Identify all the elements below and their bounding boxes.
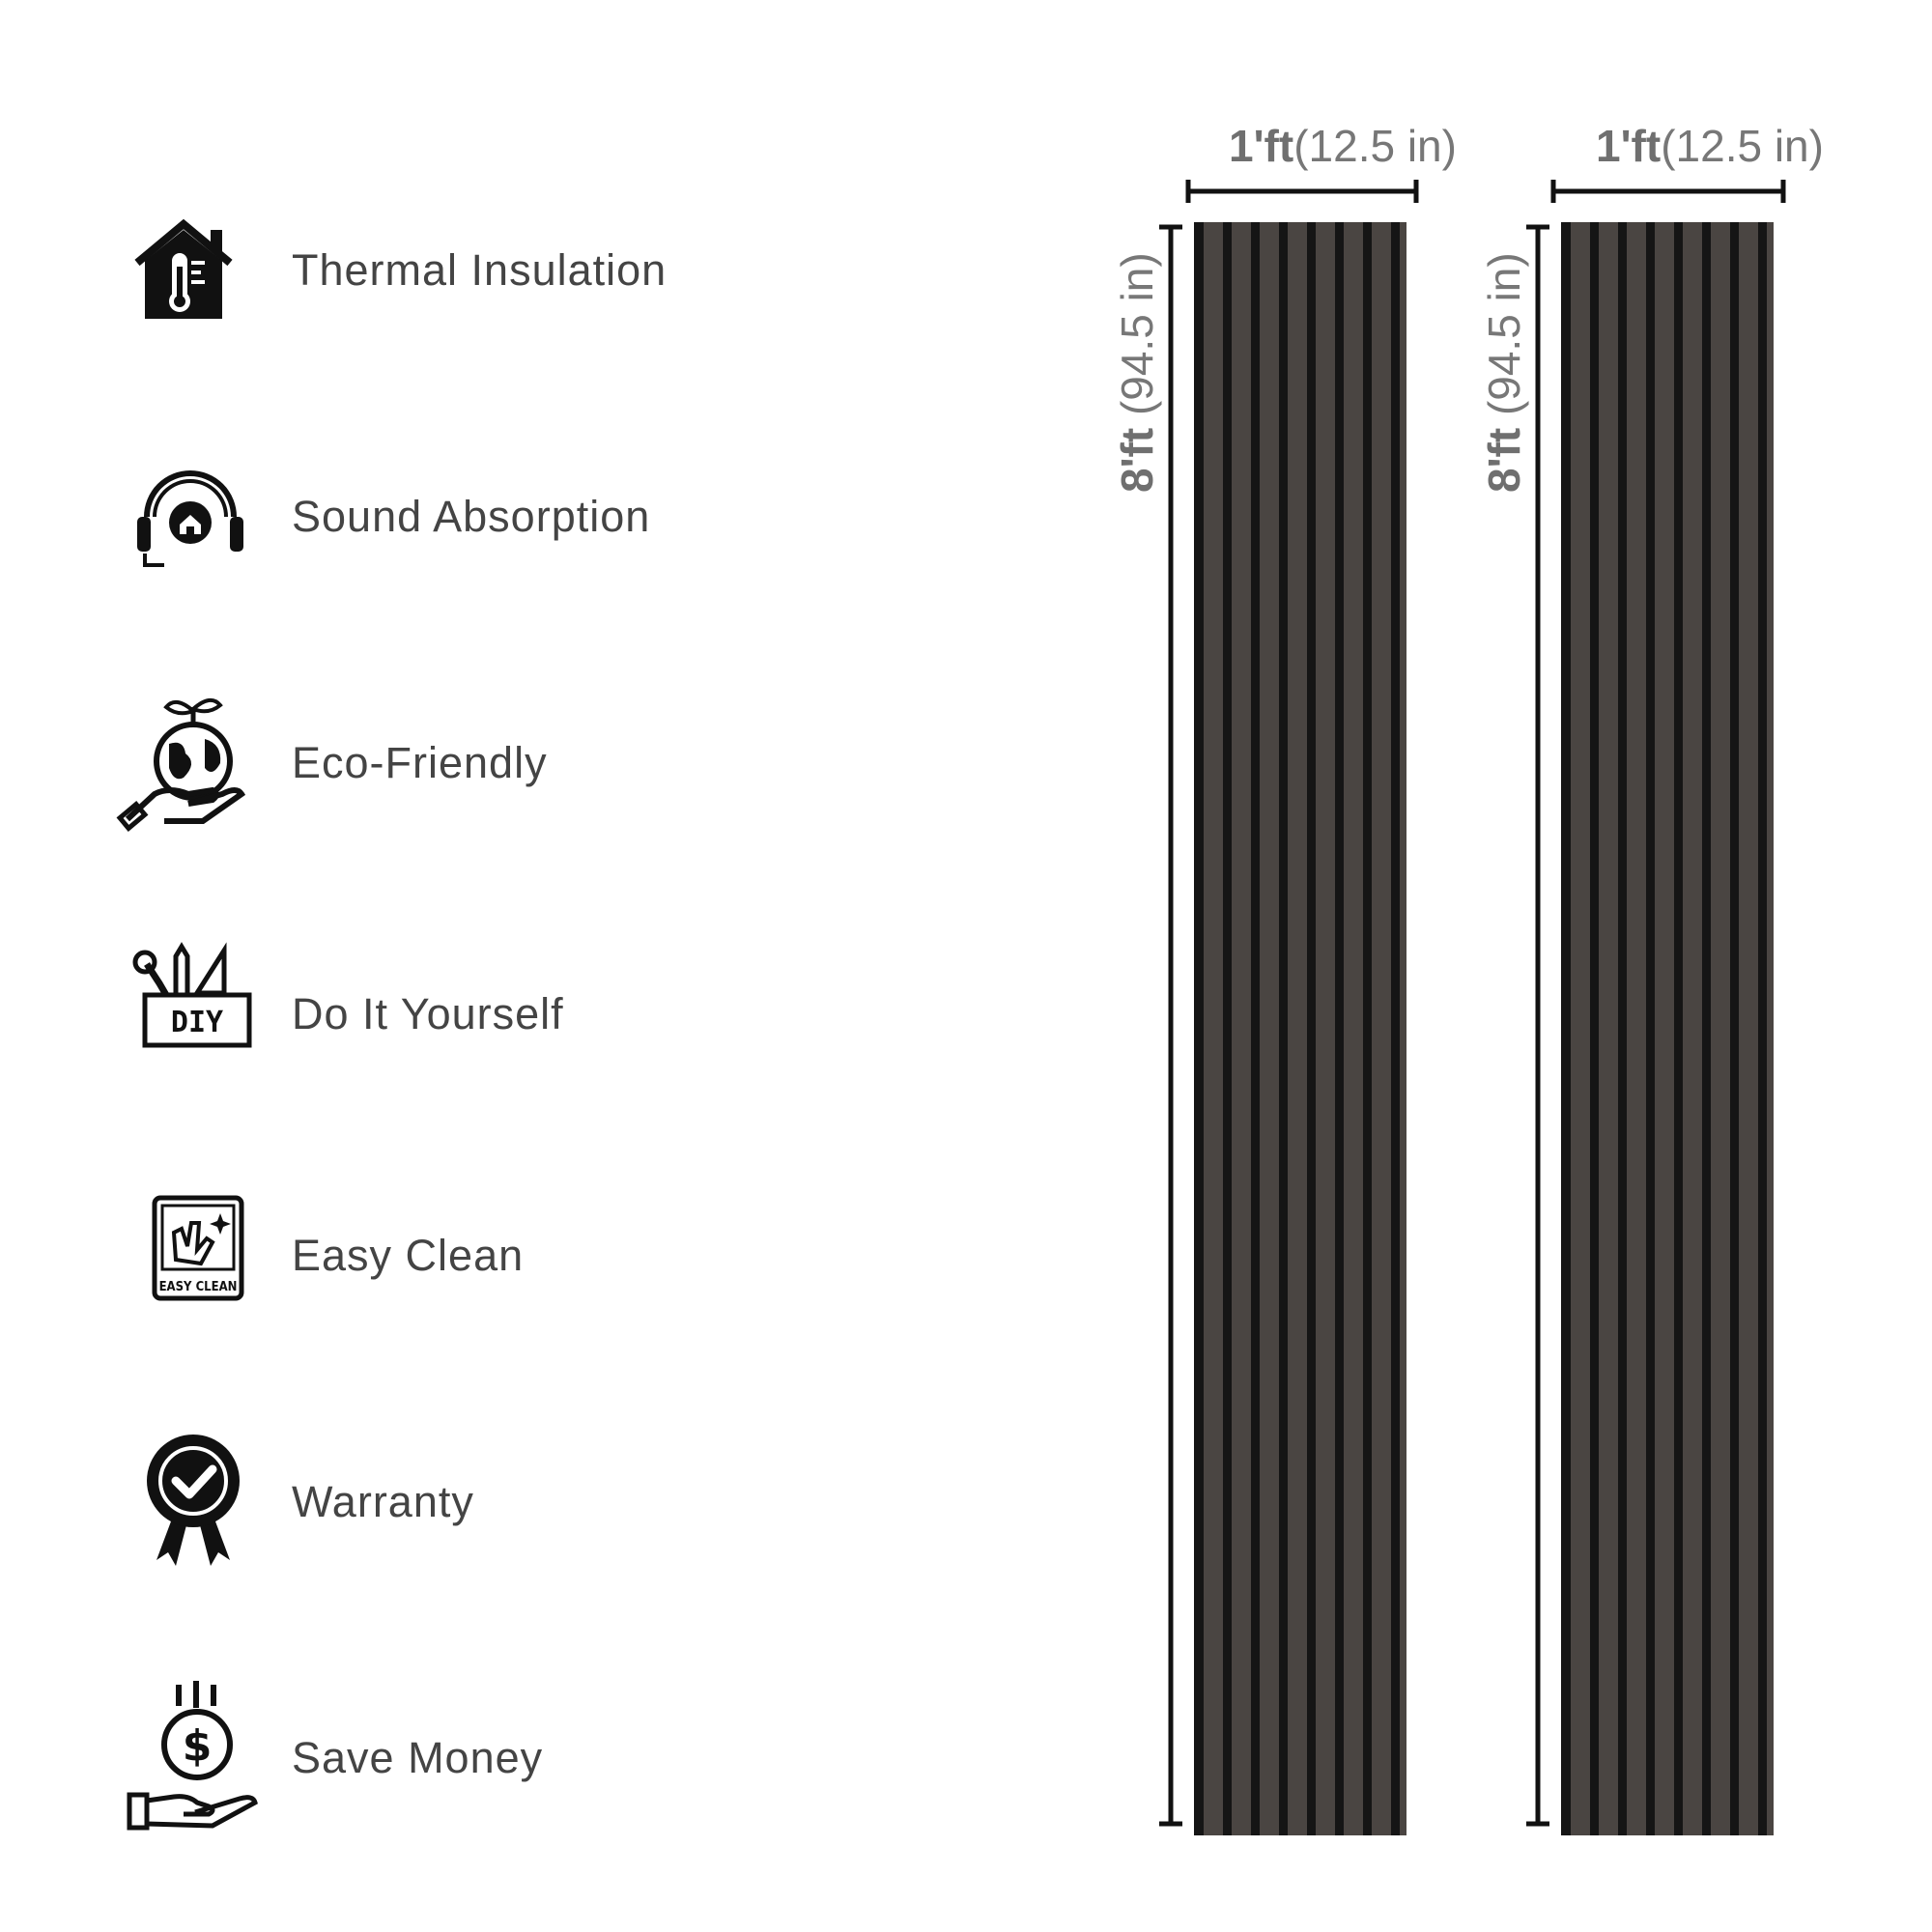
warranty-badge-icon [116, 1425, 270, 1579]
feature-thermal-insulation [116, 193, 947, 348]
height-dimension-label [1111, 232, 1198, 638]
feature-label: Eco-Friendly [292, 738, 548, 787]
diy-tools-icon [116, 937, 270, 1092]
eco-globe-hand-icon [116, 686, 270, 840]
width-bold: 1'ft [1596, 121, 1662, 171]
feature-label: Warranty [292, 1477, 474, 1526]
height-bold: 8'ft [1479, 427, 1529, 493]
height-unit: (94.5 in) [1479, 252, 1529, 428]
panel-drawing [1507, 106, 1913, 1845]
feature-label: Do It Yourself [292, 989, 564, 1038]
thermal-house-icon [116, 193, 270, 348]
feature-diy [116, 937, 947, 1092]
acoustic-panel-slats [1561, 222, 1774, 1835]
height-bold: 8'ft [1112, 427, 1162, 493]
panel-diagram-2 [1479, 106, 1913, 1845]
feature-warranty [116, 1425, 947, 1579]
feature-label: Save Money [292, 1733, 544, 1782]
acoustic-panel-slats [1194, 222, 1406, 1835]
easy-clean-icon-text: EASY CLEAN [158, 1280, 238, 1294]
feature-label: Thermal Insulation [292, 245, 668, 295]
feature-sound-absorption [116, 440, 947, 594]
headphones-house-icon [116, 440, 270, 594]
svg-text:$: $ [182, 1721, 213, 1771]
width-unit: (12.5 in) [1661, 121, 1824, 171]
width-bold: 1'ft [1229, 121, 1294, 171]
feature-label: Easy Clean [292, 1231, 525, 1280]
width-unit: (12.5 in) [1293, 121, 1457, 171]
feature-save-money [116, 1681, 947, 1835]
height-unit: (94.5 in) [1112, 252, 1162, 428]
feature-easy-clean [116, 1179, 947, 1333]
feature-label: Sound Absorption [292, 492, 651, 541]
easy-clean-icon [116, 1179, 270, 1333]
money-hand-icon [116, 1681, 270, 1835]
diy-icon-text: DIY [170, 1006, 224, 1039]
height-dimension-label [1478, 232, 1565, 638]
feature-eco-friendly [116, 686, 947, 840]
